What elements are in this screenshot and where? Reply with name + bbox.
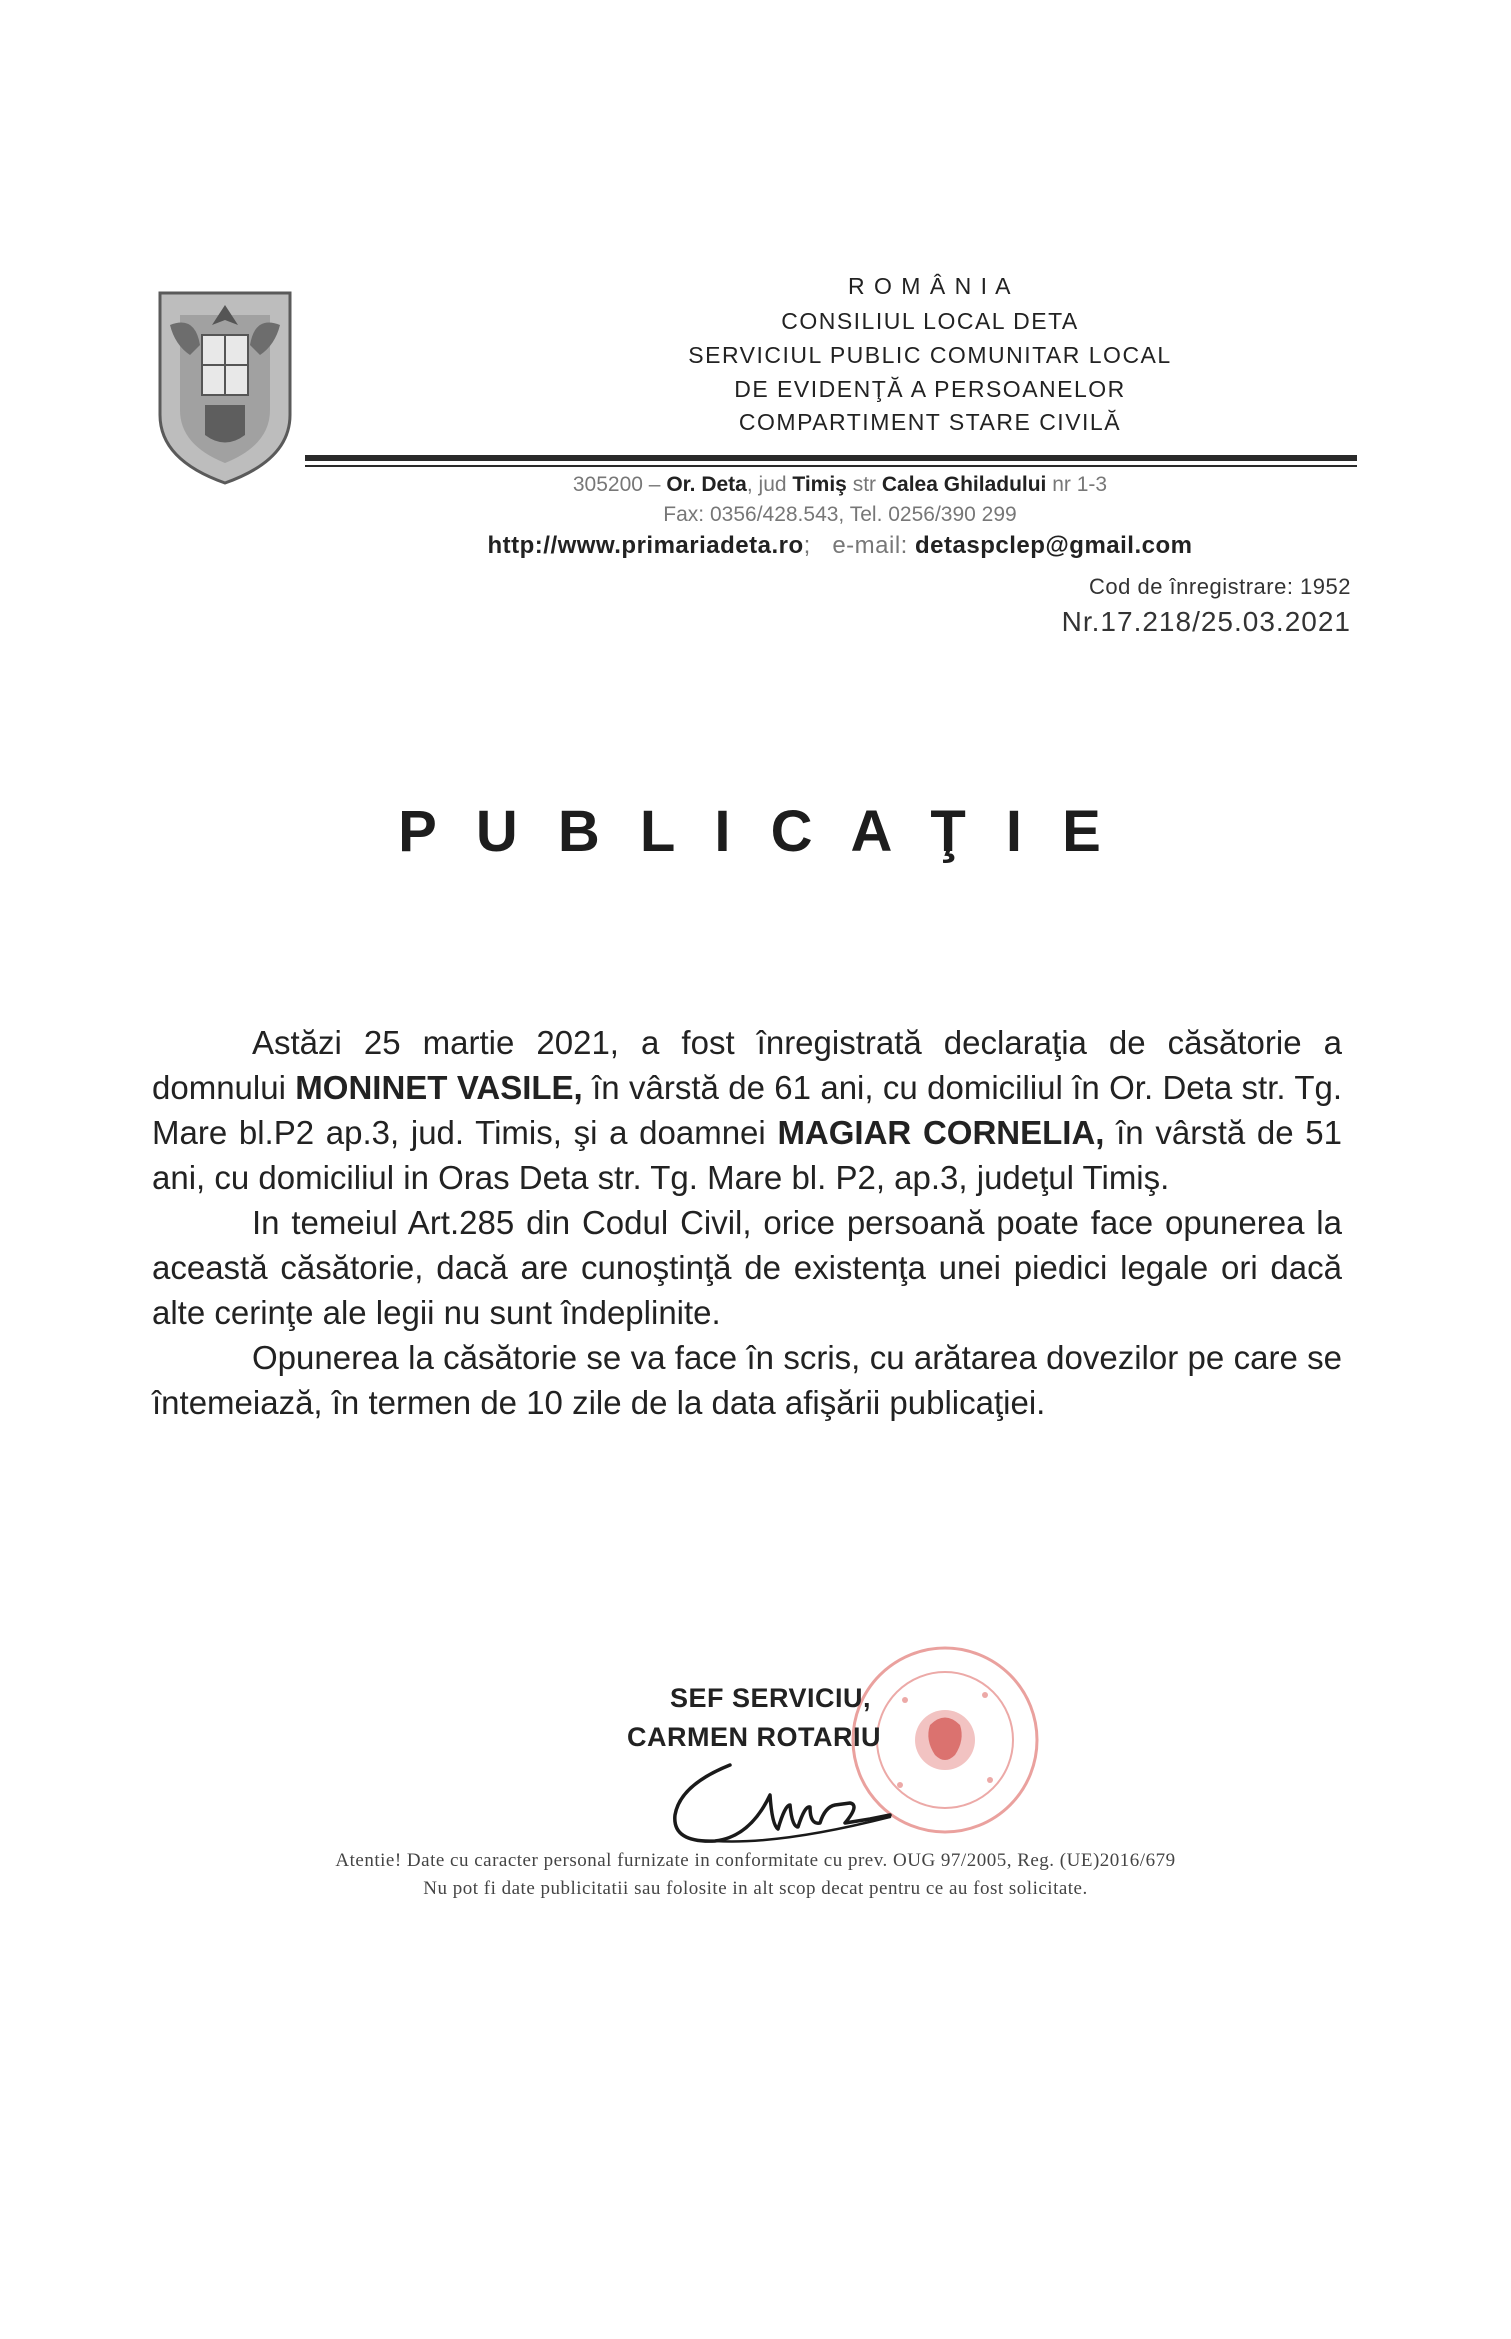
header-service: SERVICIUL PUBLIC COMUNITAR LOCAL <box>688 342 1172 368</box>
header-department: DE EVIDENŢĂ A PERSOANELOR <box>734 376 1126 402</box>
address-line: 305200 – Or. Deta, jud Timiş str Calea Ghiladului nr 1-3 <box>572 473 1108 496</box>
fax-tel-line: Fax: 0356/428.543, Tel. 0256/390 299 <box>663 503 1017 526</box>
signatory-name: CARMEN ROTARIU <box>627 1722 881 1752</box>
website-link[interactable]: http://www.primariadeta.ro <box>487 532 804 559</box>
coat-of-arms-emblem <box>150 285 300 490</box>
paragraph-opposition: Opunerea la căsătorie se va face în scris, cu arătarea dovezilor pe care se întemeiază, în termen de 10 zile de la data afişării publicaţiei. <box>152 1339 1342 1421</box>
handwritten-signature <box>660 1745 900 1855</box>
paragraph-declaration: Astăzi 25 martie 2021, a fost înregistrată declaraţia de căsătorie a domnului MONINET VASILE, în vârstă de 61 ani, cu domiciliul în Or. Deta str. Tg. Mare bl.P2 ap.3, jud. Timis, şi a doamnei MAGIAR CORNELIA, în vârstă de 51 ani, cu domiciliul in Oras Deta str. Tg. Mare bl. P2, ap.3, judeţul Timiş. <box>152 1024 1342 1196</box>
header-country: R O M Â N I A <box>848 273 1012 299</box>
header-compartment: COMPARTIMENT STARE CIVILĂ <box>738 409 1122 435</box>
signatory-role: SEF SERVICIU, <box>670 1683 872 1713</box>
web-email-line: http://www.primariadeta.ro; e-mail: detaspclep@gmail.com <box>487 532 1193 559</box>
publication-body <box>152 1020 1342 1425</box>
registration-code: Cod de înregistrare: 1952 <box>1089 574 1351 599</box>
registration-number: Nr.17.218/25.03.2021 <box>1061 606 1351 637</box>
header-council: CONSILIUL LOCAL DETA <box>781 308 1079 334</box>
header-divider <box>305 455 1357 461</box>
paragraph-legal-basis: In temeiul Art.285 din Codul Civil, orice persoană poate face opunerea la această căsătorie, dacă are cunoştinţă de existenţa unei piedici legale ori dacă alte cerinţe ale legii nu sunt îndeplinite. <box>152 1204 1342 1331</box>
groom-name: MONINET VASILE, <box>295 1069 583 1106</box>
header-divider-thin <box>305 465 1357 467</box>
email-link[interactable]: detaspclep@gmail.com <box>915 532 1193 559</box>
data-usage-notice: Nu pot fi date publicitatii sau folosite in alt scop decat pentru ce au fost solicitate. <box>423 1878 1088 1899</box>
data-protection-notice: Atentie! Date cu caracter personal furnizate in conformitate cu prev. OUG 97/2005, Reg. (UE)2016/679 <box>335 1850 1176 1871</box>
document-title: P U B L I C A Ţ I E <box>398 799 1113 864</box>
bride-name: MAGIAR CORNELIA, <box>777 1114 1105 1151</box>
